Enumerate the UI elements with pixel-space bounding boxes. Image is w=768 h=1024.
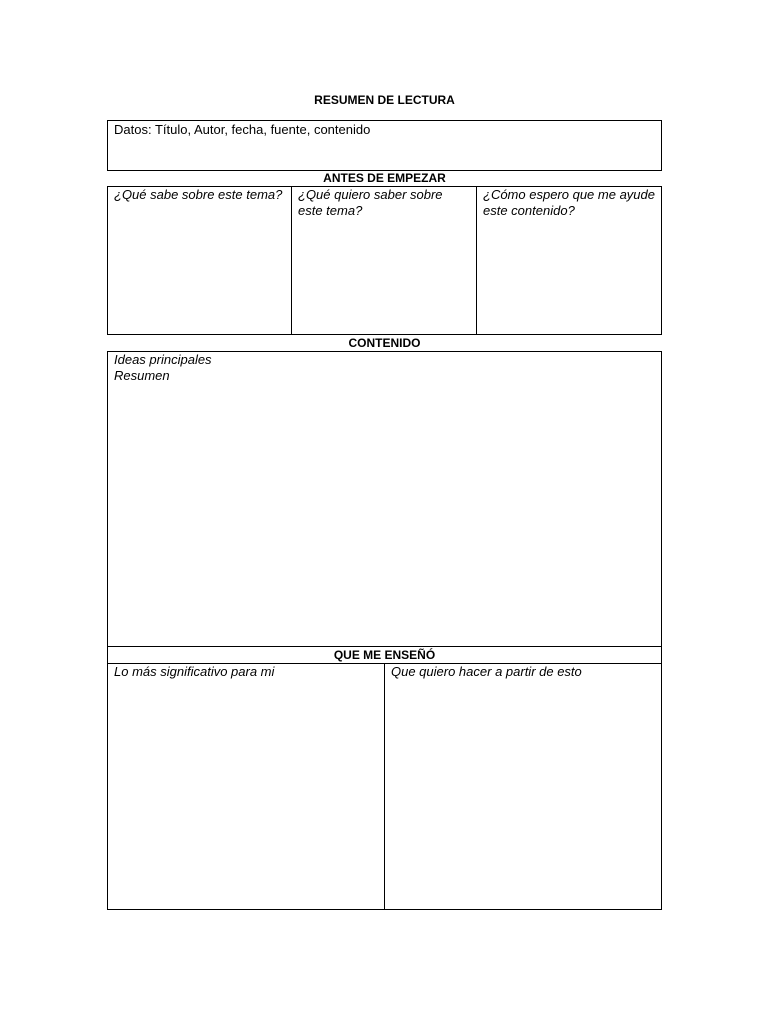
antes-divider-1: [291, 186, 292, 335]
contenido-box[interactable]: [107, 351, 662, 647]
ensenio-cell-hacer[interactable]: Que quiero hacer a partir de esto: [391, 664, 582, 679]
antes-divider-2: [476, 186, 477, 335]
contenido-heading: CONTENIDO: [348, 336, 421, 350]
contenido-resumen: Resumen: [114, 368, 170, 383]
antes-cell-quiero[interactable]: ¿Qué quiero saber sobre este tema?: [298, 187, 443, 218]
ensenio-heading: QUE ME ENSEÑÓ: [333, 648, 436, 662]
contenido-ideas: Ideas principales: [114, 352, 212, 367]
antes-cell-sabe[interactable]: ¿Qué sabe sobre este tema?: [114, 187, 283, 202]
ensenio-cell-significativo[interactable]: Lo más significativo para mi: [114, 664, 275, 679]
ensenio-divider: [384, 663, 385, 910]
antes-cell-espero[interactable]: ¿Cómo espero que me ayude este contenido?: [483, 187, 655, 218]
antes-heading: ANTES DE EMPEZAR: [323, 171, 446, 185]
datos-label: Datos: Título, Autor, fecha, fuente, contenido: [114, 122, 371, 137]
page-title: RESUMEN DE LECTURA: [314, 93, 455, 107]
